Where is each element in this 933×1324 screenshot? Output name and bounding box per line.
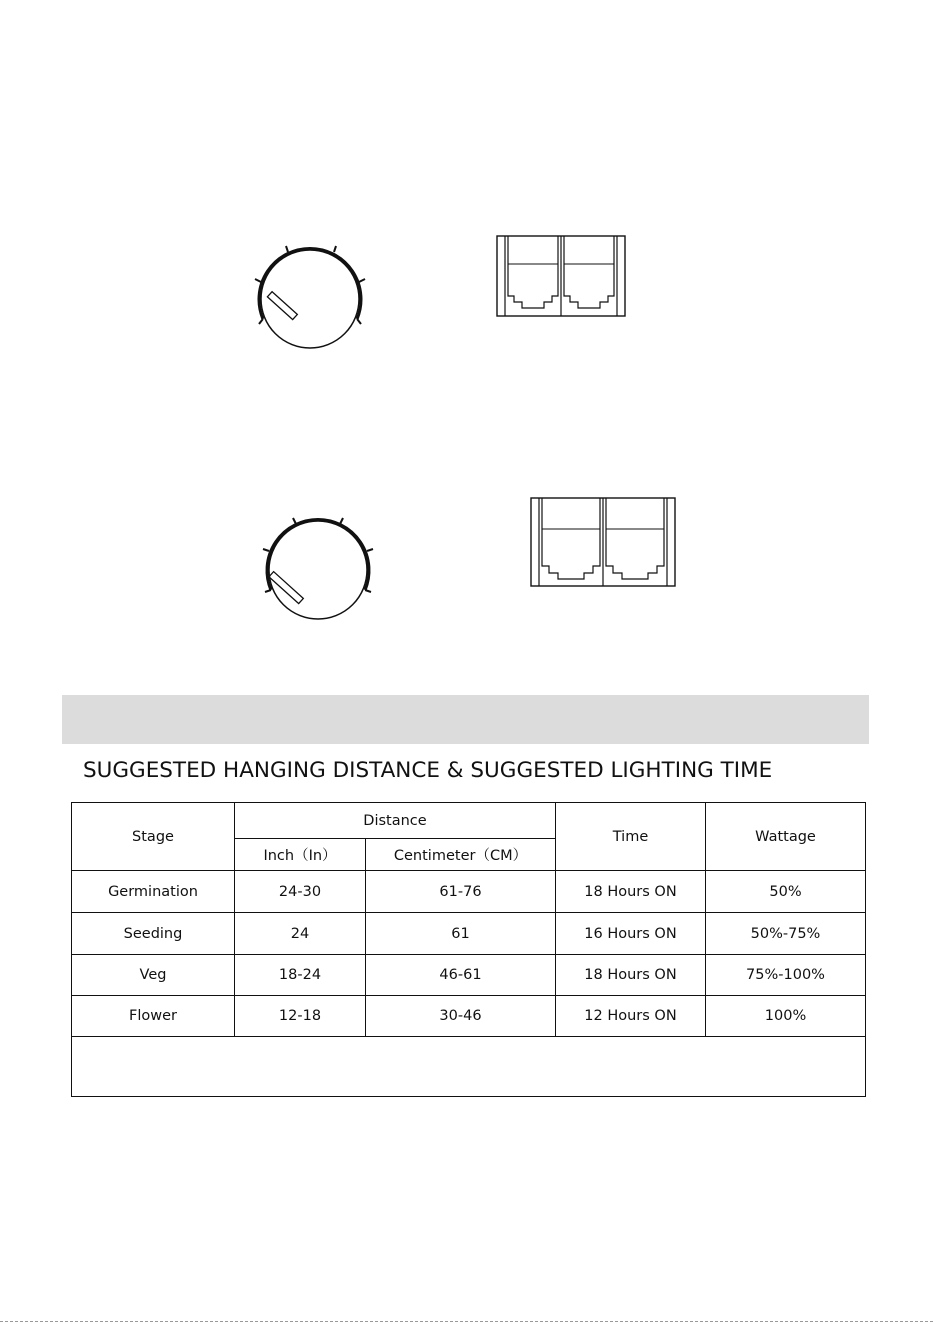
cell-inch: 24-30 xyxy=(235,871,366,913)
header-centimeter: Centimeter（CM） xyxy=(366,839,556,871)
dimmer-knob-icon xyxy=(248,509,388,629)
rj-port-icon xyxy=(529,496,677,588)
cell-stage: Germination xyxy=(72,871,235,913)
header-time: Time xyxy=(556,803,706,871)
cell-time: 16 Hours ON xyxy=(556,913,706,955)
cell-time: 18 Hours ON xyxy=(556,955,706,996)
section-banner xyxy=(62,695,869,744)
table-note-row xyxy=(72,1037,866,1097)
header-stage: Stage xyxy=(72,803,235,871)
cell-wattage: 100% xyxy=(706,996,866,1037)
hanging-distance-table xyxy=(71,802,866,1097)
header-distance: Distance xyxy=(235,803,556,839)
cell-inch: 24 xyxy=(235,913,366,955)
page-edge-divider xyxy=(0,1321,933,1322)
cell-cm: 61 xyxy=(366,913,556,955)
cell-time: 18 Hours ON xyxy=(556,871,706,913)
section-title: SUGGESTED HANGING DISTANCE & SUGGESTED LIGHTING TIME xyxy=(83,758,773,783)
cell-time: 12 Hours ON xyxy=(556,996,706,1037)
dimmer-knob-icon xyxy=(240,238,380,358)
cell-cm: 46-61 xyxy=(366,955,556,996)
table-row xyxy=(72,996,866,1037)
table-row xyxy=(72,955,866,996)
cell-wattage: 75%-100% xyxy=(706,955,866,996)
cell-stage: Veg xyxy=(72,955,235,996)
table-note xyxy=(72,1037,866,1097)
table-row xyxy=(72,871,866,913)
cell-wattage: 50% xyxy=(706,871,866,913)
cell-inch: 12-18 xyxy=(235,996,366,1037)
cell-cm: 61-76 xyxy=(366,871,556,913)
cell-wattage: 50%-75% xyxy=(706,913,866,955)
table-row xyxy=(72,913,866,955)
header-inch: Inch（In） xyxy=(235,839,366,871)
cell-inch: 18-24 xyxy=(235,955,366,996)
cell-cm: 30-46 xyxy=(366,996,556,1037)
rj-port-icon xyxy=(495,234,627,318)
cell-stage: Flower xyxy=(72,996,235,1037)
table-header-row xyxy=(72,803,866,839)
cell-stage: Seeding xyxy=(72,913,235,955)
header-wattage: Wattage xyxy=(706,803,866,871)
